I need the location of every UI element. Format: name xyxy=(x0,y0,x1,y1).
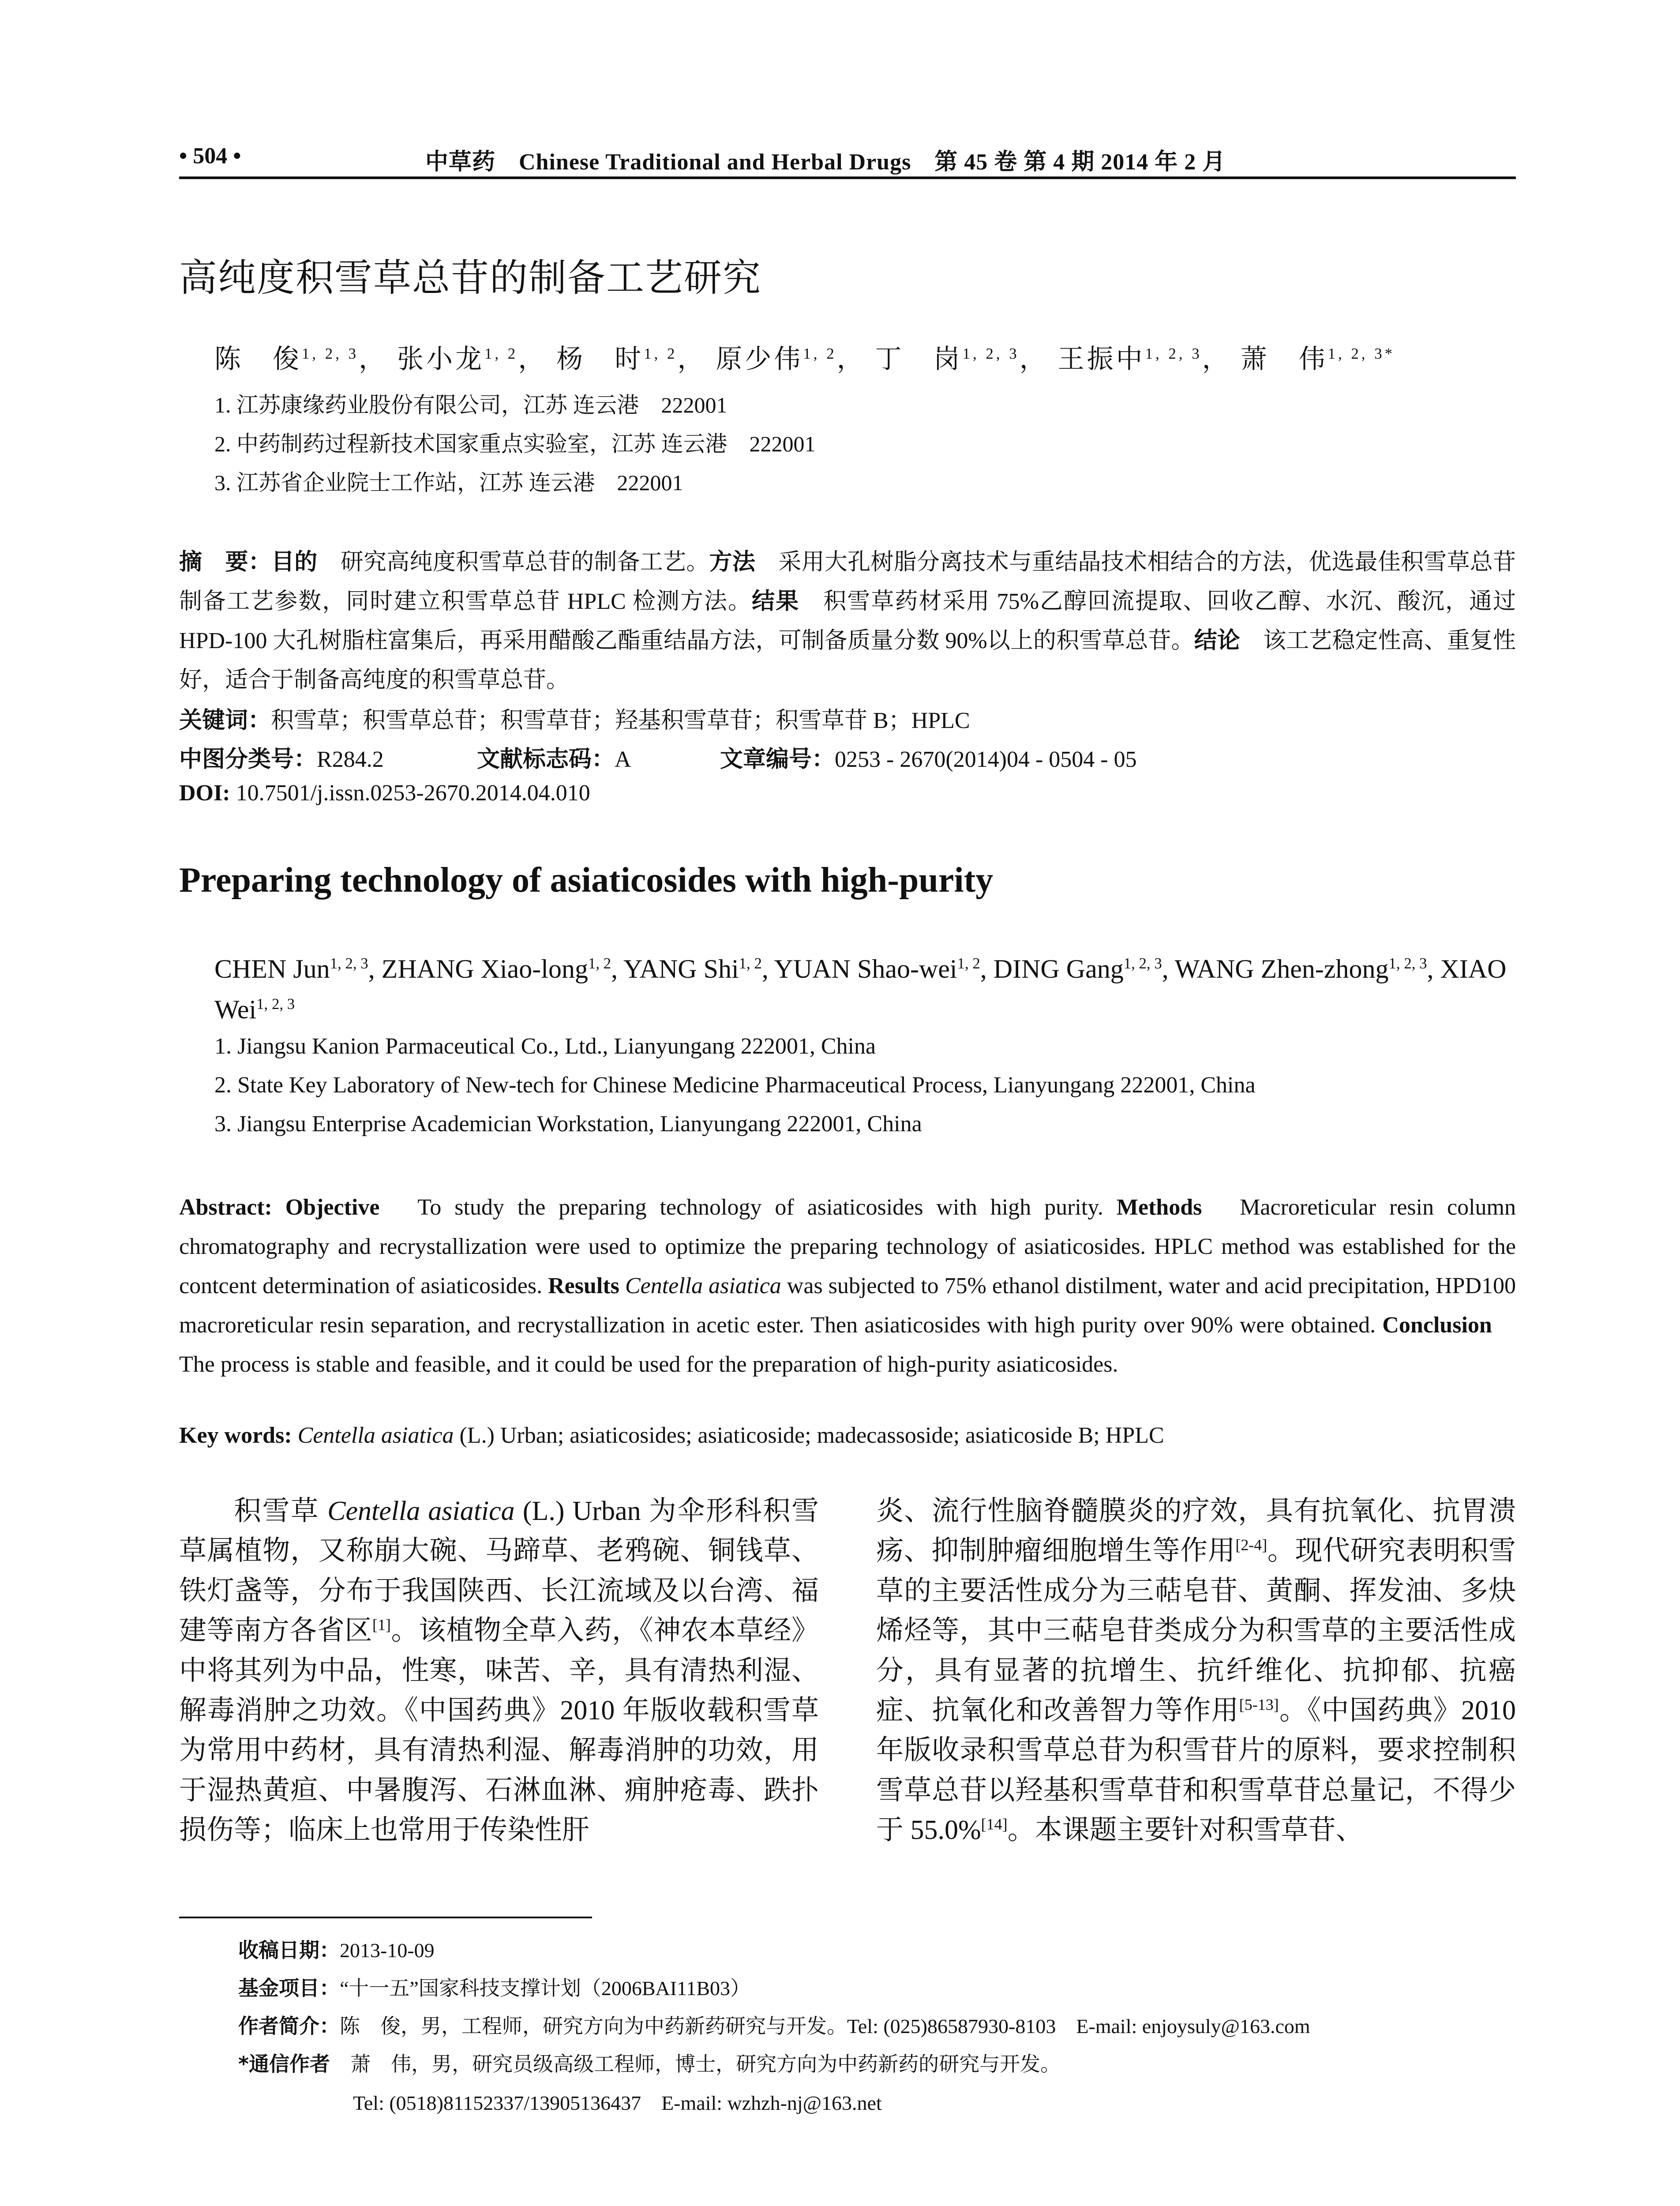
en-author: WANG Zhen-zhong xyxy=(1174,954,1389,983)
en-results: was subjected to 75% ethanol distilment, water and acid precipitation, HPD100 macroreticular resin separation, and recrystallization in acetic ester. Then asiaticosides with high purity over 90% were obtained. xyxy=(179,1273,1516,1338)
en-title: Preparing technology of asiaticosides with high-purity xyxy=(179,861,994,900)
en-keywords xyxy=(179,1422,1516,1448)
en-author: ZHANG Xiao-long xyxy=(381,954,588,983)
en-abstract xyxy=(179,1188,1516,1384)
cn-abstract xyxy=(179,543,1516,700)
doi xyxy=(179,780,590,806)
en-author: YUAN Shao-wei xyxy=(774,954,957,983)
citation: [14] xyxy=(981,1815,1008,1833)
en-affiliation: 2. State Key Laboratory of New-tech for Chinese Medicine Pharmaceutical Process, Lianyungang 222001, China xyxy=(214,1073,1256,1098)
cn-author: 丁 岗 xyxy=(875,345,963,374)
cn-author: 张小龙 xyxy=(397,345,484,374)
en-author: YANG Shi xyxy=(623,954,739,983)
cn-author: 原少伟 xyxy=(716,345,803,374)
article-no-label: 文章编号： xyxy=(720,746,835,773)
en-conclusion: The process is stable and feasible, and it could be used for the preparation of high-purity asiaticosides. xyxy=(179,1313,1516,1377)
footnote-author: 作者简介：陈 俊，男，工程师，研究方向为中药新药研究与开发。Tel: (025)86587930-8103 E-mail: enjoysuly@163.com xyxy=(238,2014,1310,2038)
cn-abstract-label: 摘 要： xyxy=(179,549,271,575)
en-keywords-text: (L.) Urban; asiaticosides; asiaticoside; madecassoside; asiaticoside B; HPLC xyxy=(454,1423,1164,1448)
en-objective: To study the preparing technology of asiaticosides with high purity. xyxy=(379,1195,1117,1220)
article-no-value: 0253 - 2670(2014)04 - 0504 - 05 xyxy=(835,747,1137,772)
cn-results: 积雪草药材采用 75%乙醇回流提取、回收乙醇、水沉、酸沉，通过 HPD-100 大孔树脂柱富集后，再采用醋酸乙酯重结晶方法，可制备质量分数 90%以上的积雪草总苷。 xyxy=(179,589,1516,653)
cn-affiliation: 2. 中药制药过程新技术国家重点实验室，江苏 连云港 222001 xyxy=(214,431,816,456)
body-paragraph: 炎、流行性脑脊髓膜炎的疗效，具有抗氧化、抗胃溃疡、抑制肿瘤细胞增生等作用[2-4]。现代研究表明积雪草的主要活性成分为三萜皂苷、黄酮、挥发油、多炔烯烃等，其中三萜皂苷类成分为积雪草的主要活性成分，具有显著的抗增生、抗纤维化、抗抑郁、抗癌症、抗氧化和改善智力等作用[5-13]。《中国药典》2010 年版收录积雪草总苷为积雪苷片的原料，要求控制积雪草总苷以羟基积雪草苷和积雪草苷总量记，不得少于 55.0%[14]。本课题主要针对积雪草苷、 xyxy=(876,1496,1516,1846)
en-author: CHEN Jun xyxy=(214,954,330,983)
cn-author: 杨 时 xyxy=(556,345,644,374)
doi-label: DOI: xyxy=(179,780,230,806)
cn-author: 陈 俊 xyxy=(214,345,302,374)
citation: [5-13] xyxy=(1239,1696,1279,1714)
doc-code-label: 文献标志码： xyxy=(477,746,615,773)
cn-author: 王振中 xyxy=(1058,345,1145,374)
body-column-right xyxy=(876,1491,1516,1850)
journal-info: 中草药 Chinese Traditional and Herbal Drugs 第 45 卷 第 4 期 2014 年 2 月 xyxy=(425,150,1226,175)
header-rule xyxy=(179,176,1516,179)
footnote-corresponding: *通信作者 萧 伟，男，研究员级高级工程师，博士，研究方向为中药新药的研究与开发。 xyxy=(238,2052,1061,2076)
cn-author: 萧 伟 xyxy=(1240,345,1328,374)
en-methods: Macroreticular resin column chromatography and recrystallization were used to optimize the preparing technology of asiaticosides. HPLC method was established for the contcent determination of asiaticosides. xyxy=(179,1195,1516,1298)
footnote-rule xyxy=(179,1917,592,1918)
en-author: DING Gang xyxy=(993,954,1124,983)
en-authors: CHEN Jun$^{1, 2, 3}$, ZHANG Xiao-long$^{1, 2}$, YANG Shi$^{1, 2}$, YUAN Shao-wei$^{1, 2}$, DING Gang$^{1, 2, 3}$, WANG Zhen-zhong$^{1, 2, 3}$, XIAO Wei$^{1, 2, 3}$ xyxy=(214,954,1507,1024)
cn-methods-label: 方法 xyxy=(709,549,756,575)
cn-keywords xyxy=(179,702,970,735)
page-header xyxy=(179,140,1516,175)
en-abstract-label: Abstract: Objective xyxy=(179,1195,380,1220)
cn-results-label: 结果 xyxy=(752,588,800,615)
footnote-received: 收稿日期：2013-10-09 xyxy=(238,1938,435,1962)
species-name: Centella asiatica xyxy=(625,1273,781,1298)
cn-affiliation: 1. 江苏康缘药业股份有限公司，江苏 连云港 222001 xyxy=(214,393,728,417)
en-keywords-label: Key words: xyxy=(179,1423,292,1448)
cn-conclusion: 该工艺稳定性高、重复性好，适合于制备高纯度的积雪草总苷。 xyxy=(179,628,1516,693)
cn-keywords-text: 积雪草；积雪草总苷；积雪草苷；羟基积雪草苷；积雪草苷 B；HPLC xyxy=(271,708,970,733)
class-value: R284.2 xyxy=(317,747,384,772)
footnote-fund: 基金项目：“十一五”国家科技支撑计划（2006BAI11B03） xyxy=(238,1976,751,2000)
cn-keywords-label: 关键词： xyxy=(179,707,271,734)
en-author: XIAO Wei xyxy=(214,954,1507,1024)
citation: [2-4] xyxy=(1235,1536,1268,1554)
body-column-left xyxy=(179,1491,819,1850)
citation: [1] xyxy=(372,1616,391,1634)
cn-classification xyxy=(179,740,1516,776)
doi-value: 10.7501/j.issn.0253-2670.2014.04.010 xyxy=(230,780,590,806)
species-name: Centella asiatica xyxy=(297,1423,454,1448)
footnote-contact: Tel: (0518)81152337/13905136437 E-mail: wzhzh-nj@163.net xyxy=(353,2092,882,2114)
cn-objective-label: 目的 xyxy=(271,549,318,575)
cn-objective: 研究高纯度积雪草总苷的制备工艺。 xyxy=(317,550,709,575)
cn-authors: 陈 俊$^{1, 2, 3}$， 张小龙$^{1, 2}$， 杨 时$^{1, 2}$， 原少伟$^{1, 2}$， 丁 岗$^{1, 2, 3}$， 王振中$^{1, 2, 3}$， 萧 伟$^{1, 2, 3*}$ xyxy=(214,345,1395,374)
en-results-label: Results xyxy=(548,1273,619,1298)
en-conclusion-label: Conclusion xyxy=(1382,1313,1492,1338)
en-methods-label: Methods xyxy=(1116,1195,1202,1220)
page-number: • 504 • xyxy=(179,143,241,169)
species-name: Centella asiatica xyxy=(327,1496,515,1526)
class-label: 中图分类号： xyxy=(179,746,317,773)
cn-methods: 采用大孔树脂分离技术与重结晶技术相结合的方法，优选最佳积雪草总苷制备工艺参数，同时建立积雪草总苷 HPLC 检测方法。 xyxy=(179,550,1516,614)
body-paragraph: 积雪草 Centella asiatica (L.) Urban 为伞形科积雪草属植物，又称崩大碗、马蹄草、老鸦碗、铜钱草、铁灯盏等，分布于我国陕西、长江流域及以台湾、福建等南方各省区[1]。该植物全草入药，《神农本草经》中将其列为中品，性寒，味苦、辛，具有清热利湿、解毒消肿之功效。《中国药典》2010 年版收载积雪草为常用中药材，具有清热利湿、解毒消肿的功效，用于湿热黄疸、中暑腹泻、石淋血淋、痈肿疮毒、跌扑损伤等；临床上也常用于传染性肝 xyxy=(179,1496,819,1846)
doc-code-value: A xyxy=(615,747,631,772)
cn-conclusion-label: 结论 xyxy=(1194,627,1240,654)
en-affiliation: 3. Jiangsu Enterprise Academician Workstation, Lianyungang 222001, China xyxy=(214,1111,922,1137)
cn-title: 高纯度积雪草总苷的制备工艺研究 xyxy=(179,256,761,300)
en-affiliation: 1. Jiangsu Kanion Parmaceutical Co., Ltd., Lianyungang 222001, China xyxy=(214,1034,876,1059)
cn-affiliation: 3. 江苏省企业院士工作站，江苏 连云港 222001 xyxy=(214,470,683,495)
